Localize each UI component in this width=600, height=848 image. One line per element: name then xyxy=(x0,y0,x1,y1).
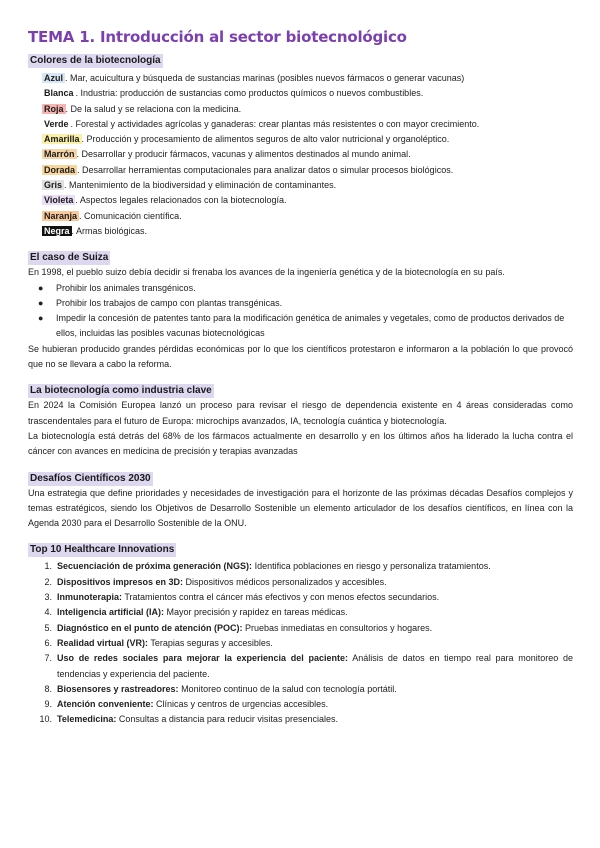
color-tag: Blanca xyxy=(44,88,74,99)
list-item xyxy=(36,311,573,342)
item-number: 4. xyxy=(44,607,52,618)
healthcare-heading: Top 10 Healthcare Innovations xyxy=(30,544,175,556)
color-item-violeta xyxy=(42,193,573,208)
color-tag: Verde xyxy=(44,118,69,129)
item-text: Consultas a distancia para reducir visitas presenciales. xyxy=(116,714,338,725)
item-number: 5. xyxy=(44,622,52,633)
color-description: . Comunicación científica. xyxy=(79,210,182,221)
color-item-roja xyxy=(42,102,573,117)
industria-p1: En 2024 la Comisión Europea lanzó un proceso para revisar el riesgo de dependencia existente en 4 áreas consideradas como trascendentales para el futuro de Europa: microchips avanzados, IA, tecnología cuántica y biotecnología. xyxy=(28,400,573,426)
color-tag: Amarilla xyxy=(44,134,80,145)
list-item xyxy=(36,712,573,727)
item-term: Telemedicina: xyxy=(57,714,117,725)
suiza-heading: El caso de Suiza xyxy=(30,252,109,264)
item-number: 3. xyxy=(44,592,52,603)
list-item xyxy=(36,636,573,651)
color-description: . Producción y procesamiento de alimentos seguros de alto valor nutricional y organoléptico. xyxy=(81,134,450,145)
color-item-marrón xyxy=(42,147,573,162)
list-item xyxy=(36,575,573,590)
suiza-outro: Se hubieran producido grandes pérdidas económicas por lo que los científicos protestaron e informaron a la población lo que provocó que no se llevara a cabo la reforma. xyxy=(28,343,573,370)
item-term: Inteligencia artificial (IA): xyxy=(57,607,165,618)
list-item xyxy=(36,281,573,296)
page-title: TEMA 1. Introducción al sector biotecnológico xyxy=(28,28,407,46)
color-description: . Forestal y actividades agrícolas y ganaderas: crear plantas más resistentes o con mayor crecimiento. xyxy=(70,118,480,129)
item-term: Secuenciación de próxima generación (NGS): xyxy=(57,561,253,572)
color-description: . Armas biológicas. xyxy=(71,225,148,236)
list-item xyxy=(36,651,573,682)
suiza-bullets xyxy=(28,281,573,342)
color-description: . Mantenimiento de la biodiversidad y eliminación de contaminantes. xyxy=(64,180,337,191)
color-item-blanca xyxy=(42,86,573,101)
item-term: Inmunoterapia: xyxy=(57,592,123,603)
list-item xyxy=(36,605,573,620)
bullet-icon: ● xyxy=(38,297,44,308)
item-number: 2. xyxy=(44,576,52,587)
list-item xyxy=(36,590,573,605)
item-text: Mayor precisión y rapidez en tareas médicas. xyxy=(164,607,348,618)
item-term: Atención conveniente: xyxy=(57,699,154,710)
color-tag: Gris xyxy=(44,180,63,191)
color-item-negra xyxy=(42,224,573,239)
item-term: Realidad virtual (VR): xyxy=(57,637,149,648)
item-term: Diagnóstico en el punto de atención (POC): xyxy=(57,622,243,633)
color-tag: Azul xyxy=(44,73,63,83)
color-tag: Marrón xyxy=(44,149,75,160)
color-description: . Mar, acuicultura y búsqueda de sustancias marinas (posibles nuevos fármacos o generar vacunas) xyxy=(65,73,465,83)
color-item-amarilla xyxy=(42,132,573,147)
list-item xyxy=(36,697,573,712)
item-text: Tratamientos contra el cáncer más efectivos y con menos efectos secundarios. xyxy=(122,592,440,603)
item-number: 9. xyxy=(44,699,52,710)
color-item-dorada xyxy=(42,163,573,178)
item-number: 6. xyxy=(44,637,52,648)
bullet-text: Impedir la concesión de patentes tanto para la modificación genética de animales y vegetales, como de productos derivados de ellos, incluidas las posibles vacunas biotecnológicas xyxy=(56,313,565,339)
industria-p2: La biotecnología está detrás del 68% de los fármacos actualmente en desarrollo y en los últimos años ha liderado la lucha contra el cáncer con avances en medicina de precisión y terapias avanzadas xyxy=(28,430,573,457)
list-item xyxy=(36,296,573,311)
desafios-heading: Desafíos Científicos 2030 xyxy=(30,472,151,484)
item-term: Dispositivos impresos en 3D: xyxy=(57,576,184,587)
colors-heading: Colores de la biotecnología xyxy=(30,55,161,66)
item-text: Análisis de datos en tiempo real para monitoreo de tendencias y experiencia del paciente. xyxy=(57,653,573,679)
list-item xyxy=(36,682,573,697)
desafios-paragraph: Una estrategia que define prioridades y necesidades de investigación para el horizonte de las próximas décadas Desafíos complejos y temas estratégicos, siendo los Objetivos de Desarrollo Sostenible un elemento articulador de los desafíos científicos, en línea con la Agenda 2030 para el Desarrollo Sostenible de la ONU. xyxy=(28,487,573,529)
color-description: . Industria: producción de sustancias como productos químicos o nuevos combustibles. xyxy=(75,88,424,99)
color-tag: Roja xyxy=(44,103,64,114)
document-page xyxy=(28,28,573,728)
item-number: 10. xyxy=(39,714,52,725)
item-text: Identifica poblaciones en riesgo y personaliza tratamientos. xyxy=(252,561,491,572)
color-tag: Naranja xyxy=(44,210,78,221)
bullet-text: Prohibir los animales transgénicos. xyxy=(56,282,196,293)
item-number: 8. xyxy=(44,683,52,694)
color-description: . Desarrollar y producir fármacos, vacunas y alimentos destinados al mundo animal. xyxy=(76,149,411,160)
suiza-intro: En 1998, el pueblo suizo debía decidir si frenaba los avances de la ingeniería genética y de la biotecnología en su país. xyxy=(28,267,505,278)
color-item-azul xyxy=(42,71,573,86)
list-item xyxy=(36,559,573,574)
item-term: Biosensores y rastreadores: xyxy=(57,683,179,694)
color-tag: Negra xyxy=(44,225,70,236)
color-item-naranja xyxy=(42,209,573,224)
bullet-icon: ● xyxy=(38,313,44,324)
color-description: . De la salud y se relaciona con la medicina. xyxy=(65,103,242,114)
item-term: Uso de redes sociales para mejorar la experiencia del paciente: xyxy=(57,653,348,664)
colors-list xyxy=(28,71,573,239)
color-item-gris xyxy=(42,178,573,193)
color-item-verde xyxy=(42,117,573,132)
item-number: 1. xyxy=(44,561,52,572)
healthcare-list xyxy=(28,559,573,727)
color-description: . Aspectos legales relacionados con la biotecnología. xyxy=(75,195,287,206)
item-text: Pruebas inmediatas en consultorios y hogares. xyxy=(242,622,433,633)
item-text: Dispositivos médicos personalizados y accesibles. xyxy=(183,576,387,587)
item-text: Clínicas y centros de urgencias accesibles. xyxy=(153,699,329,710)
bullet-icon: ● xyxy=(38,282,44,293)
industria-heading: La biotecnología como industria clave xyxy=(30,385,212,397)
color-description: . Desarrollar herramientas computacionales para analizar datos o simular procesos biológicos. xyxy=(77,164,454,175)
item-text: Monitoreo continuo de la salud con tecnología portátil. xyxy=(178,683,397,694)
list-item xyxy=(36,621,573,636)
item-text: Terapias seguras y accesibles. xyxy=(148,637,273,648)
color-tag: Dorada xyxy=(44,164,76,175)
color-tag: Violeta xyxy=(44,195,74,206)
item-number: 7. xyxy=(44,653,52,664)
bullet-text: Prohibir los trabajos de campo con plantas transgénicas. xyxy=(56,297,283,308)
